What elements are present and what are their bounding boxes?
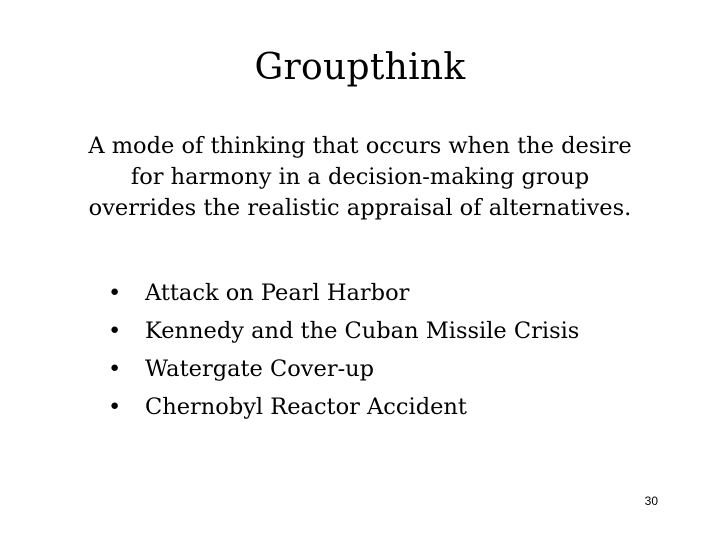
page-number: 30 (644, 494, 658, 508)
list-item-label: Kennedy and the Cuban Missile Crisis (145, 318, 580, 344)
example-list (108, 274, 579, 426)
definition-line: for harmony in a decision-making group (130, 164, 590, 190)
list-item (108, 312, 579, 350)
list-item-label: Chernobyl Reactor Accident (145, 394, 467, 420)
definition-text (40, 131, 680, 224)
list-item (108, 274, 579, 312)
bullet-icon: • (108, 394, 122, 420)
definition-line: overrides the realistic appraisal of alternatives. (88, 195, 632, 221)
list-item-label: Attack on Pearl Harbor (145, 280, 410, 306)
bullet-icon: • (108, 318, 122, 344)
list-item-label: Watergate Cover-up (145, 356, 375, 382)
slide-title: Groupthink (254, 47, 466, 88)
list-item (108, 350, 579, 388)
definition-line: A mode of thinking that occurs when the desire (88, 133, 632, 159)
bullet-icon: • (108, 356, 122, 382)
list-item (108, 388, 579, 426)
bullet-icon: • (108, 280, 122, 306)
